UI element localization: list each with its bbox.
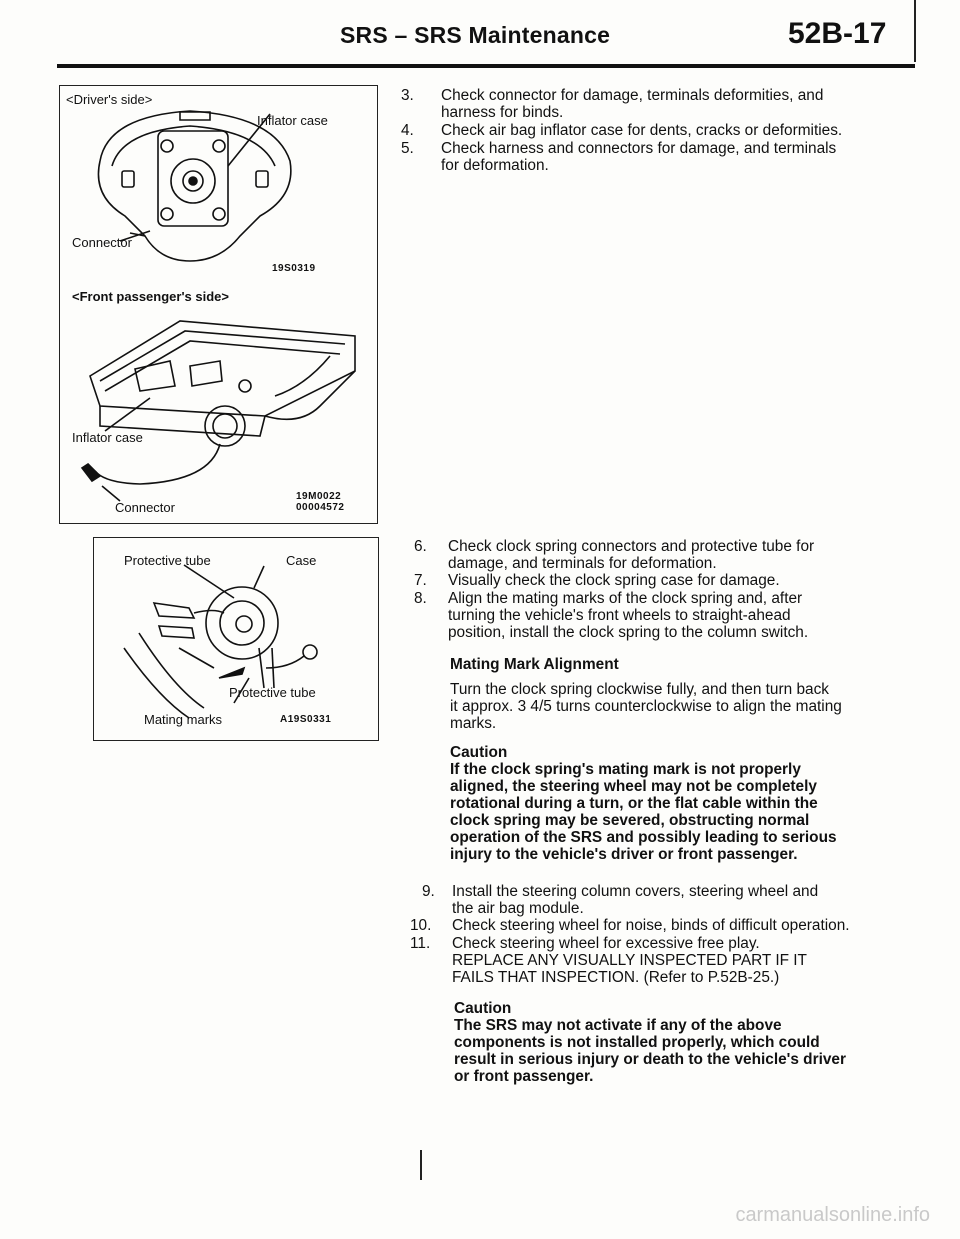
figure-clock-spring [93,537,379,741]
connector-label-top: Connector [72,235,132,250]
step-line: Install the steering column covers, steering wheel and [452,883,819,900]
mating-line: marks. [450,715,497,732]
step-text [448,590,898,641]
step-text [452,883,902,917]
page-header-title: SRS – SRS Maintenance [340,22,611,48]
header-rule [57,64,915,68]
mating-text [450,681,900,732]
step-number: 10. [410,917,432,934]
mating-line: it approx. 3 4/5 turns counterclockwise to align the mating [450,698,842,715]
case-label: Case [286,553,317,568]
step-text [441,87,891,121]
step-text [448,538,898,572]
step-text [452,917,912,934]
step-number: 9. [422,883,435,900]
caution-line: clock spring may be severed, obstructing normal [450,812,810,829]
caution-line: aligned, the steering wheel may not be completely [450,778,817,795]
mating-heading: Mating Mark Alignment [450,656,619,673]
step-line: Check steering wheel for excessive free play. [452,935,760,952]
caution-line: result in serious injury or death to the vehicle's driver [454,1051,846,1068]
caution-line: injury to the vehicle's driver or front passenger. [450,846,798,863]
inflator-case-label-bottom: Inflator case [72,430,143,445]
margin-mark [914,0,916,62]
connector-label-bottom: Connector [115,500,175,515]
step-number: 3. [401,87,414,104]
step-text [448,572,898,589]
step-number: 4. [401,122,414,139]
step-line: REPLACE ANY VISUALLY INSPECTED PART IF IT [452,952,807,969]
caution-line: or front passenger. [454,1068,594,1085]
caution-label: Caution [450,744,508,761]
step-line: for deformation. [441,157,549,174]
passenger-side-label: <Front passenger's side> [72,289,229,304]
inflator-case-label-top: Inflator case [257,113,328,128]
step-line: Check air bag inflator case for dents, cracks or deformities. [441,122,843,139]
protective-tube-label-bottom: Protective tube [229,685,316,700]
margin-mark-bottom [420,1150,422,1180]
caution-line: rotational during a turn, or the flat cable within the [450,795,818,812]
caution-line: The SRS may not activate if any of the above [454,1017,782,1034]
clock-spring-illustration [94,538,378,740]
figure-code-1: 19S0319 [272,263,316,274]
step-line: damage, and terminals for deformation. [448,555,717,572]
drivers-side-label: <Driver's side> [66,92,153,107]
figure-code-3: A19S0331 [280,714,332,725]
step-line: Check connector for damage, terminals deformities, and [441,87,824,104]
mating-marks-label: Mating marks [144,712,223,727]
step-text [441,140,891,174]
caution-block-1 [450,744,905,863]
figure-code-2a: 19M0022 [296,491,342,502]
figure-airbag-modules [59,85,378,524]
step-number: 7. [414,572,427,589]
step-number: 8. [414,590,427,607]
step-line: harness for binds. [441,104,564,121]
caution-line: If the clock spring's mating mark is not properly [450,761,801,778]
step-line: FAILS THAT INSPECTION. (Refer to P.52B-25.) [452,969,780,986]
step-line: Align the mating marks of the clock spring and, after [448,590,803,607]
step-line: Check clock spring connectors and protective tube for [448,538,815,555]
step-line: the air bag module. [452,900,584,917]
mating-line: Turn the clock spring clockwise fully, and then turn back [450,681,829,698]
page-number: 52B-17 [788,17,887,50]
caution-label: Caution [454,1000,512,1017]
watermark: carmanualsonline.info [735,1204,930,1226]
step-line: Check harness and connectors for damage, and terminals [441,140,837,157]
step-number: 5. [401,140,414,157]
protective-tube-label-top: Protective tube [124,553,211,568]
step-line: Check steering wheel for noise, binds of difficult operation. [452,917,850,934]
step-line: position, install the clock spring to the column switch. [448,624,809,641]
step-line: turning the vehicle's front wheels to straight-ahead [448,607,791,624]
caution-block-2 [454,1000,909,1085]
step-number: 6. [414,538,427,555]
airbag-illustration [60,86,377,523]
caution-line: operation of the SRS and possibly leading to serious [450,829,837,846]
figure-code-2b: 00004572 [296,502,345,513]
step-text [441,122,901,139]
step-line: Visually check the clock spring case for damage. [448,572,780,589]
step-number: 11. [410,935,431,952]
caution-line: components is not installed properly, which could [454,1034,820,1051]
step-text [452,935,902,986]
